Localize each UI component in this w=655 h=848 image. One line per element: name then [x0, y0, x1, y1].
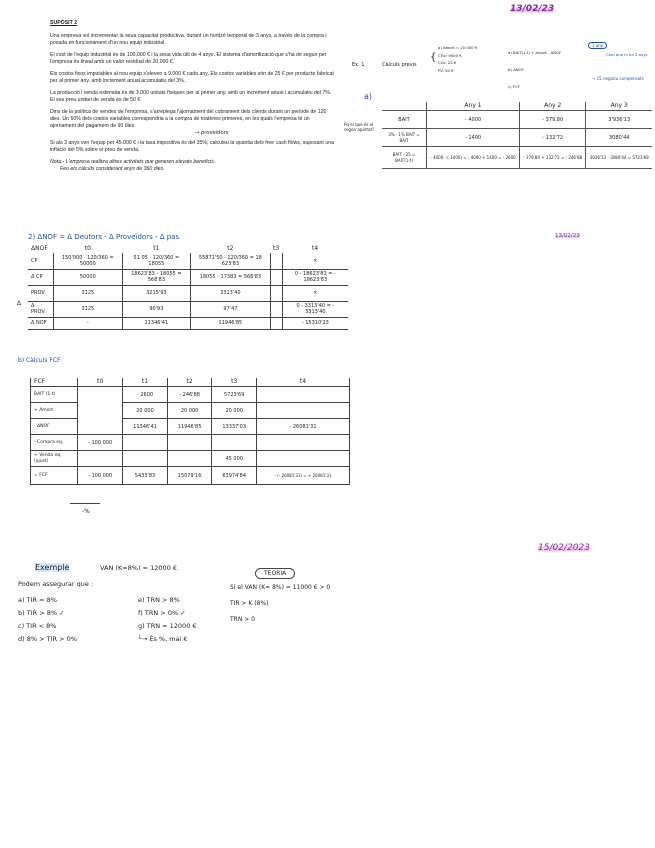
- row-label: 3% · 1% BAIT = BAIT: [382, 129, 427, 147]
- row-label: BAIT · 25 = BAIT(1-t): [382, 147, 427, 169]
- problem-paragraph: Dins de la política de vendes de l'empresa, s'arreplega l'ajornament del cobrament dels clients durant un període de 120 dies. Un 60% dels costos variables correspondria a la compra de matèries primeres, en les quals l'empresa té un ajornament del pagament de 90 dies.: [50, 109, 327, 129]
- fcf-table: FCF t0 t1 t2 t3 t4 BAIT (1-t) - 2600 - 246'88 5723'69 + Amort. 20 000 20 000 20 000 - ΔNOF 11346'41 11946'85 13337'03 - 26081'31 - Compra eq. - 100 000 + Venda eq. (ajust) 45 000 = FCF - 100 000 5433'83 15079'16 63974'84 - (- 26081'31) = + 26081'31: [30, 378, 350, 485]
- previs-list: a) Amort = 20 000 € CFix: 9000 € CVu: 25 € PV: 50 €: [438, 45, 478, 73]
- anof-table: ΔNOF t0 t1 t2 t3 t4 CP 150'000 · 120/360 = 50000 51.05 · 120/360 = 18055 55871'50 · 120/360 = 18 623'83 × Δ CP 50000 18623'83 - 18055 = 568'83 18055 - 17383 = 568'83 0 - 18623'83 = - 18623'83 PROV. 3125 3215'93 3313'40 × Δ PROV. 3125 90'93 97'47 0 - 3313'40 = - 3313'40 Δ NOF - 11346'41 11946'85 - 15310'23: [28, 245, 348, 330]
- circled-note: 1 any: [588, 42, 607, 49]
- example-intro: Podem assegurar que :: [18, 580, 94, 588]
- problem-statement: [50, 20, 335, 173]
- brace-icon: {: [430, 52, 437, 63]
- teoria-notes: Si el VAN (K= 8%) = 11000 € > 0 TIR > K (8%) TRN > 0: [230, 584, 331, 623]
- date-label-top: 13/02/23: [510, 4, 555, 14]
- problem-paragraph: La producció i venda estimada és de 3.000 unitats físiques per al primer any, amb un increment anual i acumulatiu del 7%. El seu preu unitari de venda és de 50 €.: [50, 90, 332, 103]
- problem-note: Feu els càlculs considerant anys de 360 dies.: [60, 166, 165, 172]
- divider: [70, 503, 100, 504]
- example-title: Exemple: [35, 563, 70, 572]
- date-label-middle: 13/02/23: [555, 233, 580, 239]
- problem-note: Nota.- L'empresa realitza altres activitats que generen elevats beneficis.: [50, 159, 216, 165]
- underline-note: → proveïdors: [195, 130, 229, 136]
- problem-title: SUPÒSIT 2: [50, 20, 78, 26]
- teoria-badge: TEORIA: [255, 560, 295, 579]
- example-options: a) TIR = 8% e) TRN > 8% b) TIR > 8% ✓ f) TRN > 0% ✓ c) TIR < 8% g) TRN = 12000 € d) 8% > TIR > 0% └→ És %, mai €: [18, 596, 197, 643]
- right-note: → 15 negatiu compensats: [592, 76, 644, 81]
- sub-a-label: a): [364, 92, 373, 101]
- problem-paragraph: Si als 3 anys ven l'equip per 45.000 € i la taxa impositiva és del 35%; calculeu la quantia dels free cash flows, suposant una inflació del 5% sobre el preu de venda.: [50, 140, 334, 153]
- van-text: VAN (K=8%) = 12000 €: [100, 564, 177, 572]
- anof-side-mark: Δ: [17, 300, 22, 307]
- steps-list: a) BAIT(1-t) + amort - ΔNOF b) ΔNOF c) FCF: [508, 50, 562, 89]
- row-label: BAIT: [382, 111, 427, 129]
- fcf-heading: b) Càlculs FCF: [18, 357, 61, 364]
- exercise-label: Ex. 1: [352, 62, 365, 68]
- problem-paragraph: Una empresa vol incrementar la seua capacitat productiva, durant un horitzó temporal de 3 anys, a través de la compra i posada en funcionament d'un nou equip industrial.: [50, 33, 327, 46]
- anof-heading: 2) ΔNOF = Δ Deutors - Δ Proveïdors - Δ pas: [28, 233, 180, 241]
- previs-label: Càlculs previs: [382, 62, 417, 68]
- side-question: Pq el que és el segon apartat?: [344, 122, 375, 132]
- right-note: Com que hi ha 3 anys: [606, 52, 648, 57]
- bait-table: Any 1 Any 2 Any 3 BAIT - 4000 - 379,80 3'936'13 3% · 1% BAIT = BAIT - 1400 - 132'72 3080'44 BAIT · 25 = BAIT(1-t) - 4000 - (-1400) = - 4000 + 1400 = - 2600 - 379,80 + 132'72 = - 246'88 3936'13 - 3080'44 = 5723'69: [382, 102, 652, 169]
- problem-paragraph: El cost de l'equip industrial és de 100.000 € i la seua vida útil de 4 anys. El sistema d'amortització que s'ha de seguir per l'empresa és lineal amb un valor residual de 20.000 €.: [50, 52, 327, 65]
- under-t0-note: -%: [82, 508, 90, 515]
- date-label-bottom: 15/02/2023: [538, 543, 590, 553]
- problem-paragraph: Els costos fixos imputables al nou equip s'eleven a 9.000 € cada any. Els costos variables són de 25 € per producte fabricat per al primer any, amb increment anual acumulatiu del 3%.: [50, 71, 334, 84]
